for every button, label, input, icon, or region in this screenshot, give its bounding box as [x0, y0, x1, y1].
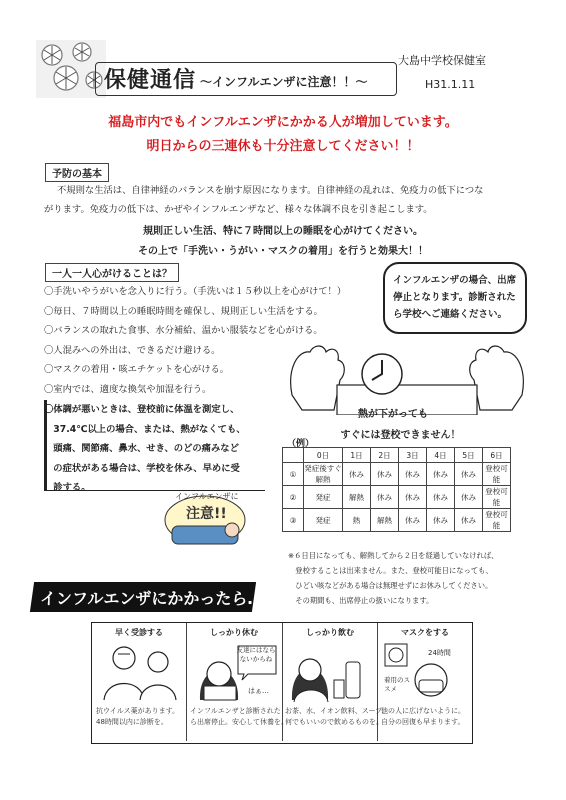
header-cell: 4日	[427, 448, 455, 463]
bubble-line: ら学校へご連絡ください。	[393, 309, 508, 320]
warning-line: 〇体調が悪いときは、登校前に体温を測定し、	[44, 404, 240, 415]
table-cell: 休み	[455, 509, 483, 532]
step-title-mask: マスクをする	[401, 628, 449, 637]
step-caption-mask	[381, 706, 465, 728]
table-cell: ③	[283, 509, 304, 532]
poster-line-2: 注意!!	[186, 506, 227, 522]
step-title-drink: しっかり飲む	[306, 628, 354, 637]
table-header-row	[283, 448, 511, 463]
note-line: 登校することは出来ません。また、登校可能日になっても、	[288, 566, 493, 575]
table-cell: 休み	[371, 463, 399, 486]
table-cell: 休み	[427, 509, 455, 532]
bubble-line: インフルエンザの場合、出席	[393, 275, 517, 286]
header-cell: 2日	[371, 448, 399, 463]
column-divider	[186, 623, 187, 741]
list-item: 〇マスクの着用・咳エチケットを心がける。	[44, 364, 230, 375]
warning-line: 診する。	[44, 482, 91, 493]
table-cell: 休み	[427, 463, 455, 486]
list-item: 〇毎日、７時間以上の睡眠時間を確保し、規則正しい生活をする。	[44, 305, 323, 317]
header-cell	[283, 448, 304, 463]
basics-paragraph-line-2: がります。免疫力の低下は、かぜやインフルエンザなど、様々な体調不良を引き起こします。	[44, 204, 433, 215]
table-row	[283, 486, 511, 509]
table-cell: 休み	[455, 486, 483, 509]
caption-line: 他の人に広げないように。	[381, 707, 465, 715]
step-caption-rest	[190, 706, 288, 728]
table-cell: 登校可能	[483, 486, 511, 509]
step-title-see-doctor: 早く受診する	[115, 628, 163, 637]
table-cell: 登校可能	[483, 463, 511, 486]
list-item: 〇バランスの取れた食事、水分補給、温かい服装などを心がける。	[44, 325, 323, 336]
bubble-text	[393, 272, 516, 323]
basics-heading: 予防の基本	[45, 163, 109, 182]
list-item: 〇人混みへの外出は、できるだけ避ける。	[44, 344, 221, 356]
table-cell: 解熱	[371, 509, 399, 532]
header-cell: 0日	[304, 448, 343, 463]
alert-line-2: 明日からの三連休も十分注意してください！！	[146, 139, 420, 154]
caption-line: お茶、水、イオン飲料、スープ、	[285, 707, 389, 715]
table-row	[283, 463, 511, 486]
table-cell: 発症	[304, 509, 343, 532]
header-cell: 3日	[399, 448, 427, 463]
caption-line: インフルエンザと診断された	[190, 707, 281, 715]
list-item: 〇室内では、適度な換気や加湿を行う。	[44, 383, 212, 395]
poster-line-1: インフルエンザに	[175, 492, 239, 501]
doctor-illustration	[96, 640, 182, 702]
department-name: 大島中学校保健室	[398, 54, 486, 67]
caption-line: 自分の回復も早まります。	[381, 718, 465, 726]
warning-line: の症状がある場合は、学校を休み、早めに受	[44, 462, 240, 474]
caption-line: ら出席停止。安心して休養を。	[190, 718, 288, 726]
step-title-rest: しっかり休む	[210, 628, 258, 637]
caption-line: 48時間以内に診断を。	[96, 718, 168, 726]
note-line: ※６日目になっても、解熱してから２日を経過していなければ、	[288, 551, 499, 560]
step-caption-see-doctor	[96, 706, 179, 728]
table-cell: 休み	[343, 463, 371, 486]
note-line: その期間も、出席停止の扱いになります。	[288, 596, 434, 605]
newsletter-title: 保健通信	[104, 68, 197, 93]
warning-line: 37.4℃以上の場合、または、熱がなくても、	[44, 423, 246, 435]
header-cell: 5日	[455, 448, 483, 463]
basics-paragraph-line-1: 不規則な生活は、自律神経のバランスを崩す原因になります。自律神経の乱れは、免疫力の低下につな	[57, 185, 484, 196]
issue-date: H31.1.11	[425, 78, 476, 91]
note-line: ひどい咳などがある場合は無理せずにお休みしてください。	[288, 581, 493, 590]
mask-label: 着用のススメ	[384, 676, 410, 693]
hands-clock-illustration	[282, 340, 532, 415]
list-item: 〇手洗いやうがいを念入りに行う。（手洗いは１５秒以上を心がけて！）	[44, 286, 347, 297]
table-cell: 休み	[399, 486, 427, 509]
speech-text: 友達にはならないからね	[236, 646, 276, 663]
caption-line: 何でもいいので飲めるものを。	[285, 718, 383, 726]
table-cell: ②	[283, 486, 304, 509]
fever-heading-1: 熱が下がっても	[358, 409, 428, 420]
table-cell: ①	[283, 463, 304, 486]
drinking-girl-illustration	[286, 640, 374, 702]
warning-line: 頭痛、関節痛、鼻水、せき、のどの痛みなど	[44, 443, 239, 454]
caption-line: 抗ウイルス薬があります。	[96, 707, 180, 715]
step-caption-drink	[285, 706, 389, 728]
basics-bold-line-1: 規則正しい生活、特に７時間以上の睡眠を心がけてください。	[143, 226, 423, 237]
basics-bold-line-2: その上で「手洗い・うがい・マスクの着用」を行うと効果大！！	[138, 246, 428, 257]
header-cell: 6日	[483, 448, 511, 463]
sigh-text: はぁ…	[248, 687, 269, 695]
table-cell: 休み	[399, 509, 427, 532]
alert-line-1: 福島市内でもインフルエンザにかかる人が増加しています。	[108, 115, 458, 130]
table-cell: 登校可能	[483, 509, 511, 532]
newsletter-subtitle: ～インフルエンザに注意！！～	[200, 75, 368, 89]
banner-title: インフルエンザにかかったら…	[40, 589, 264, 608]
bubble-line: 停止となります。診断された	[393, 292, 516, 303]
schedule-note	[288, 548, 498, 608]
tips-heading: 一人一人心がけることは？	[45, 263, 179, 282]
table-cell: 熱	[343, 509, 371, 532]
fever-heading-2: すぐには登校できません！	[340, 430, 461, 441]
table-cell: 休み	[455, 463, 483, 486]
example-label: （例）	[287, 439, 315, 449]
table-cell: 休み	[371, 486, 399, 509]
attendance-schedule-table	[282, 447, 511, 532]
table-cell: 解熱	[343, 486, 371, 509]
header-cell: 1日	[343, 448, 371, 463]
table-cell: 発症後すぐ解熱	[304, 464, 342, 484]
table-cell: 休み	[399, 463, 427, 486]
table-row	[283, 509, 511, 532]
table-cell: 休み	[427, 486, 455, 509]
clock-label: 24時間	[428, 649, 451, 657]
table-cell: 発症	[304, 486, 343, 509]
